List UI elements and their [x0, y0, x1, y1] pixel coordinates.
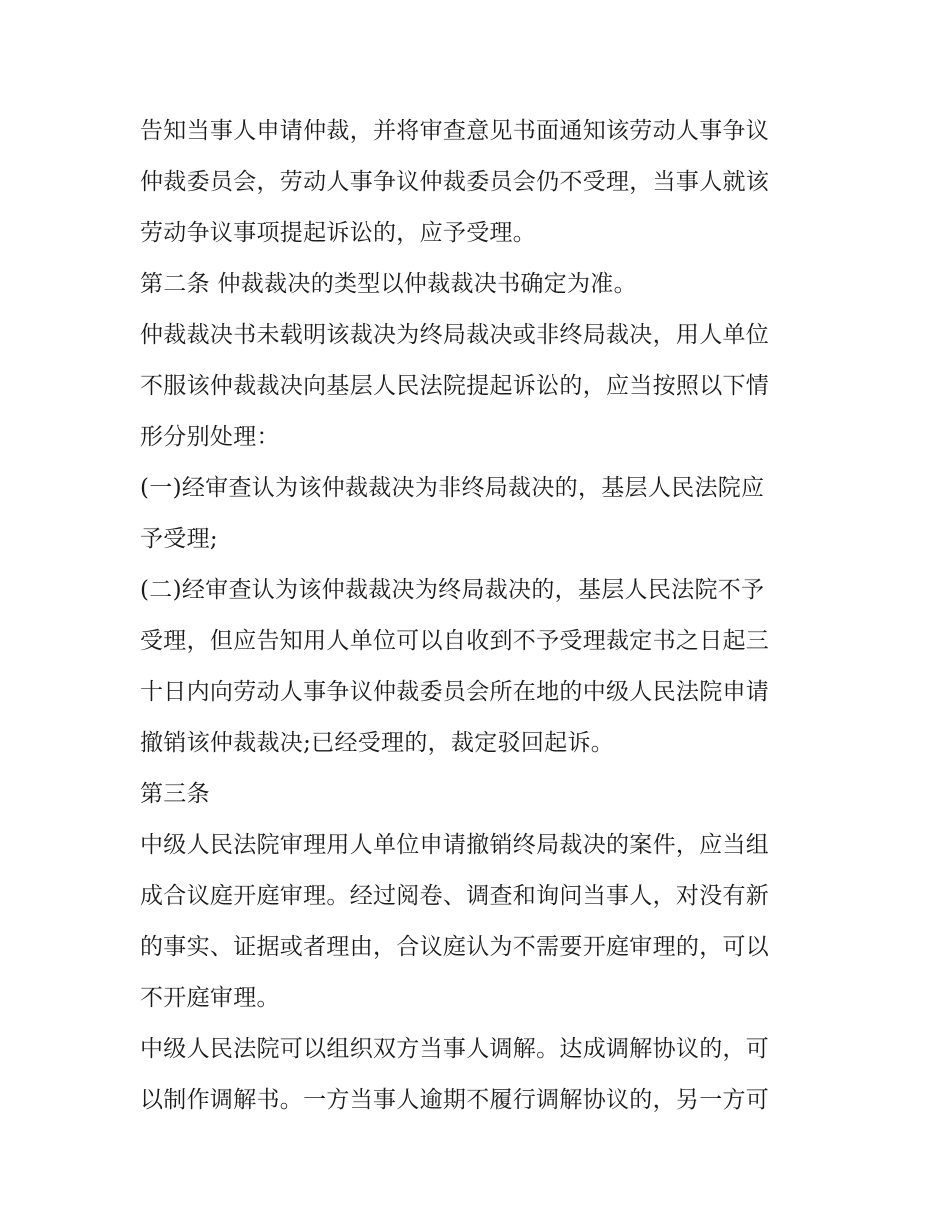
text-line: 仲裁委员会，劳动人事争议仲裁委员会仍不受理，当事人就该 — [140, 169, 770, 195]
article-heading: 第三条 — [140, 781, 210, 807]
list-item-line: 撤销该仲裁裁决;已经受理的，裁定驳回起诉。 — [140, 730, 615, 756]
text-line: 中级人民法院审理用人单位申请撤销终局裁决的案件，应当组 — [140, 832, 770, 858]
list-item-line: 受理，但应告知用人单位可以自收到不予受理裁定书之日起三 — [140, 628, 770, 654]
text-line: 的事实、证据或者理由，合议庭认为不需要开庭审理的，可以 — [140, 934, 770, 960]
document-body — [140, 106, 820, 1126]
list-item-line: (二)经审查认为该仲裁裁决为终局裁决的，基层人民法院不予 — [140, 577, 765, 603]
text-line: 中级人民法院可以组织双方当事人调解。达成调解协议的，可 — [140, 1036, 770, 1062]
list-item-line: 予受理; — [140, 526, 218, 552]
text-line: 告知当事人申请仲裁，并将审查意见书面通知该劳动人事争议 — [140, 118, 770, 144]
text-line: 不开庭审理。 — [140, 985, 280, 1011]
text-line: 仲裁裁决书未载明该裁决为终局裁决或非终局裁决，用人单位 — [140, 322, 770, 348]
text-line: 以制作调解书。一方当事人逾期不履行调解协议的，另一方可 — [140, 1087, 770, 1113]
list-item-line: (一)经审查认为该仲裁裁决为非终局裁决的，基层人民法院应 — [140, 475, 765, 501]
text-line: 不服该仲裁裁决向基层人民法院提起诉讼的，应当按照以下情 — [140, 373, 770, 399]
text-line: 劳动争议事项提起诉讼的，应予受理。 — [140, 220, 537, 246]
article-heading: 第二条 仲裁裁决的类型以仲裁裁决书确定为准。 — [140, 271, 637, 297]
text-line: 成合议庭开庭审理。经过阅卷、调查和询问当事人，对没有新 — [140, 883, 770, 909]
text-line: 形分别处理： — [140, 424, 280, 450]
list-item-line: 十日内向劳动人事争议仲裁委员会所在地的中级人民法院申请 — [140, 679, 770, 705]
